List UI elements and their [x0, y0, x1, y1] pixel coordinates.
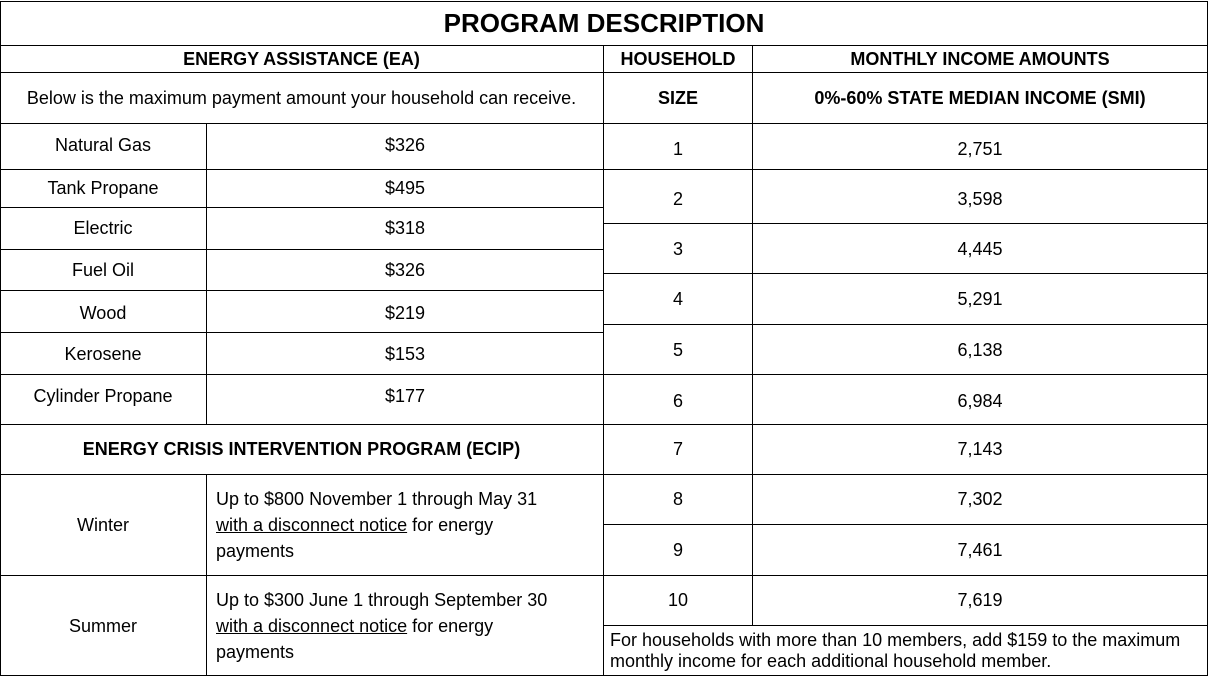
household-header: HOUSEHOLD — [620, 48, 736, 69]
ecip-summer-label: Summer — [68, 615, 137, 636]
divider — [206, 474, 207, 676]
household-size-10: 10 — [667, 590, 689, 610]
ecip-winter-text-end: for energy payments — [216, 515, 494, 561]
ea-amount-natural-gas: $326 — [384, 134, 426, 155]
ea-fuel-kerosene: Kerosene — [64, 343, 142, 364]
income-amount-3: 4,445 — [957, 238, 1003, 259]
income-amount-2: 3,598 — [957, 188, 1003, 209]
household-size-9: 9 — [672, 539, 683, 560]
ea-fuel-fuel-oil: Fuel Oil — [71, 259, 134, 280]
ea-amount-tank-propane: $495 — [384, 178, 426, 198]
page-title: PROGRAM DESCRIPTION — [443, 7, 765, 38]
income-amount-6: 6,984 — [957, 390, 1003, 411]
income-amount-4: 5,291 — [957, 288, 1003, 309]
income-amount-1: 2,751 — [957, 139, 1003, 159]
ea-amount-electric: $318 — [384, 218, 426, 238]
ecip-winter-label: Winter — [76, 514, 129, 535]
income-amount-5: 6,138 — [957, 339, 1003, 360]
monthly-income-header: MONTHLY INCOME AMOUNTS — [850, 48, 1110, 69]
ecip-header: ENERGY CRISIS INTERVENTION PROGRAM (ECIP) — [82, 439, 521, 459]
ea-header: ENERGY ASSISTANCE (EA) — [183, 48, 420, 69]
income-amount-10: 7,619 — [957, 590, 1003, 610]
ecip-summer-description — [216, 576, 566, 676]
ecip-winter-description — [216, 475, 566, 575]
ecip-summer-text-end: for energy payments — [216, 616, 494, 662]
household-size-7: 7 — [672, 439, 683, 459]
ea-fuel-tank-propane: Tank Propane — [47, 178, 159, 198]
ea-intro: Below is the maximum payment amount your household can receive. — [26, 87, 577, 108]
ecip-summer-text: Up to $300 June 1 through September 30 — [216, 590, 548, 610]
household-size-3: 3 — [672, 238, 683, 259]
ecip-winter-disconnect-notice: with a disconnect notice — [216, 515, 408, 535]
household-size-8: 8 — [672, 489, 683, 509]
ecip-winter-text: Up to $800 November 1 through May 31 — [216, 489, 538, 509]
income-amount-7: 7,143 — [957, 439, 1003, 459]
ea-fuel-cylinder-propane: Cylinder Propane — [33, 386, 173, 406]
income-amount-9: 7,461 — [957, 539, 1003, 560]
household-size-subheader: SIZE — [657, 87, 698, 108]
ea-amount-kerosene: $153 — [384, 343, 426, 364]
ea-amount-fuel-oil: $326 — [384, 259, 426, 280]
smi-subheader: 0%-60% STATE MEDIAN INCOME (SMI) — [814, 87, 1146, 108]
ea-fuel-electric: Electric — [73, 218, 133, 238]
ea-fuel-natural-gas: Natural Gas — [54, 134, 152, 155]
household-size-5: 5 — [672, 339, 683, 360]
ecip-summer-disconnect-notice: with a disconnect notice — [216, 616, 408, 636]
income-amount-8: 7,302 — [957, 489, 1003, 509]
household-size-2: 2 — [672, 188, 683, 209]
ea-amount-cylinder-propane: $177 — [384, 386, 426, 406]
income-footnote: For households with more than 10 members, add $159 to the maximum monthly income for each additional household member. — [610, 629, 1181, 671]
ea-amount-wood: $219 — [384, 302, 426, 323]
ea-fuel-wood: Wood — [79, 302, 127, 323]
household-size-1: 1 — [672, 139, 683, 159]
household-size-6: 6 — [672, 390, 683, 411]
household-size-4: 4 — [672, 288, 683, 309]
